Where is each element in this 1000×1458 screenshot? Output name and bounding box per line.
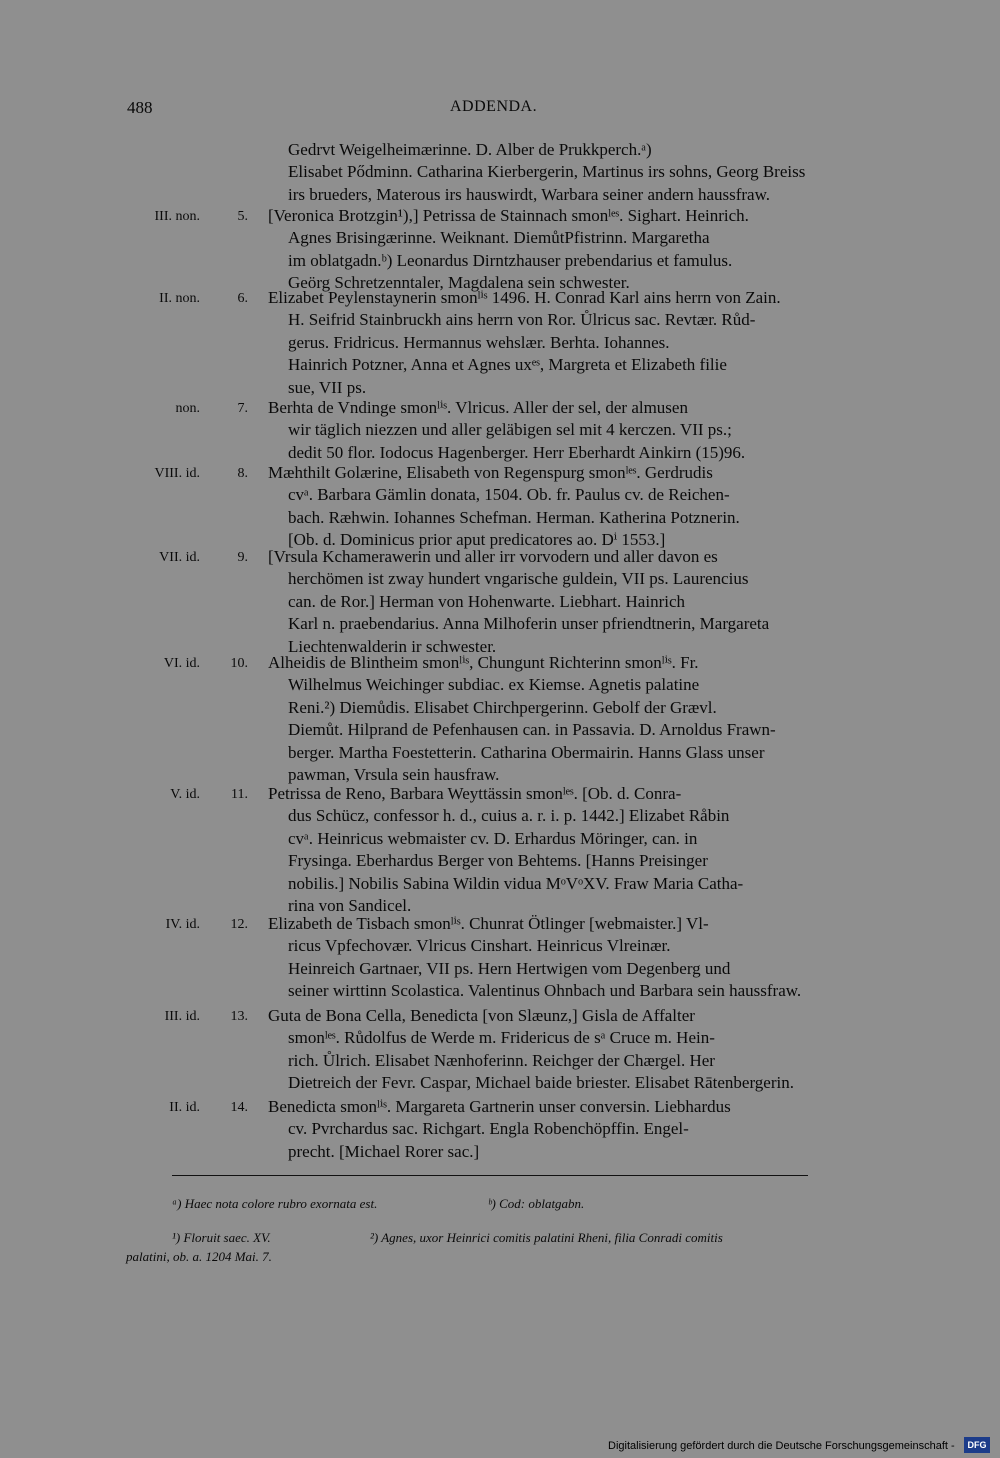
entry-line: H. Seifrid Stainbruckh ains herrn von Ror. Ůlricus sac. Revtær. Růd- bbox=[288, 310, 756, 330]
entry-date: V. id. bbox=[170, 787, 200, 802]
entry-line: herchömen ist zway hundert vngarische guldein, VII ps. Laurencius bbox=[288, 569, 749, 589]
entry-line: rina von Sandicel. bbox=[288, 896, 412, 915]
entry-day-number: 14. bbox=[230, 1100, 248, 1115]
entry-line: cv. Pvrchardus sac. Richgart. Engla Robenchöpffin. Engel- bbox=[288, 1119, 689, 1139]
entry-line: Elisabet Pődminn. Catharina Kierbergerin, Martinus irs sohns, Georg Breiss bbox=[288, 162, 806, 182]
footnote-1: ¹) Floruit saec. XV. bbox=[172, 1230, 271, 1245]
entry-line: smonˡᵉˢ. Růdolfus de Werde m. Fridericus de sᵃ Cruce m. Hein- bbox=[288, 1028, 715, 1048]
entry-line: rich. Ůlrich. Elisabet Nænhoferinn. Reichger der Chærgel. Her bbox=[288, 1050, 715, 1070]
entry-line: irs brueders, Materous irs hauswirdt, Warbara seiner andern haussfraw. bbox=[288, 184, 771, 204]
page-number: 488 bbox=[127, 98, 153, 117]
entry-line: Karl n. praebendarius. Anna Milhoferin unser pfriendtnerin, Margareta bbox=[288, 614, 770, 634]
entry-date: VIII. id. bbox=[154, 466, 200, 481]
footnote-a: ᵃ) Haec nota colore rubro exornata est. bbox=[172, 1196, 378, 1211]
entry-line: seiner wirttinn Scolastica. Valentinus Ohnbach und Barbara sein haussfraw. bbox=[288, 981, 802, 1001]
entry-line: ricus Vpfechovær. Vlricus Cinshart. Heinricus Vlreinær. bbox=[288, 936, 671, 956]
dfg-logo: DFG bbox=[964, 1437, 990, 1453]
entry-line: cvᵃ. Barbara Gämlin donata, 1504. Ob. fr. Paulus cv. de Reichen- bbox=[288, 485, 730, 505]
footer-credit: Digitalisierung gefördert durch die Deutsche Forschungsgemeinschaft - bbox=[608, 1440, 955, 1452]
entry-line: wir täglich niezzen und aller geläbigen sel mit 4 kerczen. VII ps.; bbox=[288, 420, 732, 440]
entry-day-number: 8. bbox=[237, 466, 248, 481]
entry-day-number: 12. bbox=[230, 917, 248, 932]
running-head: ADDENDA. bbox=[450, 98, 538, 115]
entry-line: Petrissa de Reno, Barbara Weyttässin smonˡᵉˢ. [Ob. d. Conra- bbox=[268, 784, 682, 803]
entry-day-number: 9. bbox=[237, 550, 248, 565]
entry-line: bach. Ræhwin. Iohannes Schefman. Herman. Katherina Potznerin. bbox=[288, 507, 740, 527]
entry-date: II. id. bbox=[169, 1100, 200, 1115]
entry-line: Liechtenwalderin ir schwester. bbox=[288, 636, 497, 656]
entry-line: im oblatgadn.ᵇ) Leonardus Dirntzhauser prebendarius et famulus. bbox=[288, 250, 733, 270]
entry-line: Dietreich der Fevr. Caspar, Michael baide briester. Elisabet Rātenbergerin. bbox=[288, 1073, 794, 1093]
entry-line: Mæhthilt Golærine, Elisabeth von Regenspurg smonˡᵉˢ. Gerdrudis bbox=[268, 463, 713, 482]
entry-day-number: 6. bbox=[237, 291, 248, 306]
entry-line: pawman, Vrsula sein hausfraw. bbox=[288, 765, 500, 784]
entry-line: Elizabet Peylenstaynerin smonˡⁱˢ 1496. H. Conrad Karl ains herrn von Zain. bbox=[268, 288, 781, 307]
entry-line: Heinreich Gartnaer, VII ps. Hern Hertwigen vom Degenberg und bbox=[288, 958, 731, 978]
entry-line: Frysinga. Eberhardus Berger von Behtems. [Hanns Preisinger bbox=[288, 851, 708, 871]
entry-line: cvᵃ. Heinricus webmaister cv. D. Erhardus Möringer, can. in bbox=[288, 828, 698, 848]
entry-line: nobilis.] Nobilis Sabina Wildin vidua MᵒVᵒXV. Fraw Maria Catha- bbox=[288, 873, 744, 893]
entry-line: [Ob. d. Dominicus prior aput predicatores ao. Dⁱ 1553.] bbox=[288, 530, 666, 550]
entry-line: precht. [Michael Rorer sac.] bbox=[288, 1141, 480, 1161]
entry-line: Benedicta smonˡⁱˢ. Margareta Gartnerin unser conversin. Liebhardus bbox=[268, 1097, 731, 1116]
entry-line: [Veronica Brotzgin¹),] Petrissa de Stainnach smonˡᵉˢ. Sighart. Heinrich. bbox=[268, 206, 749, 225]
entry-line: dus Schücz, confessor h. d., cuius a. r. i. p. 1442.] Elizabet Råbin bbox=[288, 806, 730, 826]
entry-date: VII. id. bbox=[159, 550, 200, 565]
entry-day-number: 10. bbox=[230, 656, 248, 671]
entry-day-number: 5. bbox=[237, 209, 248, 224]
entry-line: Elizabeth de Tisbach smonˡⁱˢ. Chunrat Ötlinger [webmaister.] Vl- bbox=[268, 914, 709, 933]
entry-date: non. bbox=[175, 401, 200, 416]
entry-line: gerus. Fridricus. Hermannus wehslær. Berhta. Iohannes. bbox=[288, 332, 670, 352]
entry-line: Agnes Brisingærinne. Weiknant. DiemůtPfistrinn. Margaretha bbox=[288, 228, 710, 248]
entry-date: IV. id. bbox=[165, 917, 200, 932]
entry-line: dedit 50 flor. Iodocus Hagenberger. Herr Eberhardt Ainkirn (15)96. bbox=[288, 442, 746, 462]
entry-date: III. id. bbox=[164, 1009, 200, 1024]
entry-line: Guta de Bona Cella, Benedicta [von Slæunz,] Gisla de Affalter bbox=[268, 1006, 695, 1025]
entry-line: Diemůt. Hilprand de Pefenhausen can. in Passavia. D. Arnoldus Frawn- bbox=[288, 720, 776, 740]
entry-line: sue, VII ps. bbox=[288, 377, 367, 397]
footnote-1-cont: palatini, ob. a. 1204 Mai. 7. bbox=[126, 1249, 272, 1264]
footnote-b: ᵇ) Cod: oblatgabn. bbox=[488, 1196, 585, 1211]
entry-line: Berhta de Vndinge smonˡⁱˢ. Vlricus. Aller der sel, der almusen bbox=[268, 398, 688, 417]
entry-day-number: 13. bbox=[230, 1009, 248, 1024]
entry-line: can. de Ror.] Herman von Hohenwarte. Liebhart. Hainrich bbox=[288, 591, 685, 611]
entry-line: Wilhelmus Weichinger subdiac. ex Kiemse. Agnetis palatine bbox=[288, 675, 700, 695]
entry-day-number: 7. bbox=[237, 401, 248, 416]
entry-date: VI. id. bbox=[163, 656, 200, 671]
entry-line: Hainrich Potzner, Anna et Agnes uxᵉˢ, Margreta et Elizabeth filie bbox=[288, 355, 727, 375]
entry-line: Gedrvt Weigelheimærinne. D. Alber de Prukkperch.ᵃ) bbox=[288, 140, 652, 159]
entry-line: Geörg Schretzenntaler, Magdalena sein schwester. bbox=[288, 273, 630, 293]
entry-line: Alheidis de Blintheim smonˡⁱˢ, Chungunt Richterinn smonˡⁱˢ. Fr. bbox=[268, 653, 699, 672]
entry-day-number: 11. bbox=[231, 787, 248, 802]
entry-line: [Vrsula Kchamerawerin und aller irr vorvodern und aller davon es bbox=[268, 547, 718, 566]
footnote-rule bbox=[172, 1175, 808, 1176]
entry-line: Reni.²) Diemůdis. Elisabet Chirchpergerinn. Gebolf der Grævl. bbox=[288, 697, 717, 717]
entry-line: berger. Martha Foestetterin. Catharina Obermairin. Hanns Glass unser bbox=[288, 742, 765, 762]
entry-date: II. non. bbox=[159, 291, 200, 306]
entry-date: III. non. bbox=[154, 209, 200, 224]
footnote-2: ²) Agnes, uxor Heinrici comitis palatini Rheni, filia Conradi comitis bbox=[370, 1230, 723, 1245]
